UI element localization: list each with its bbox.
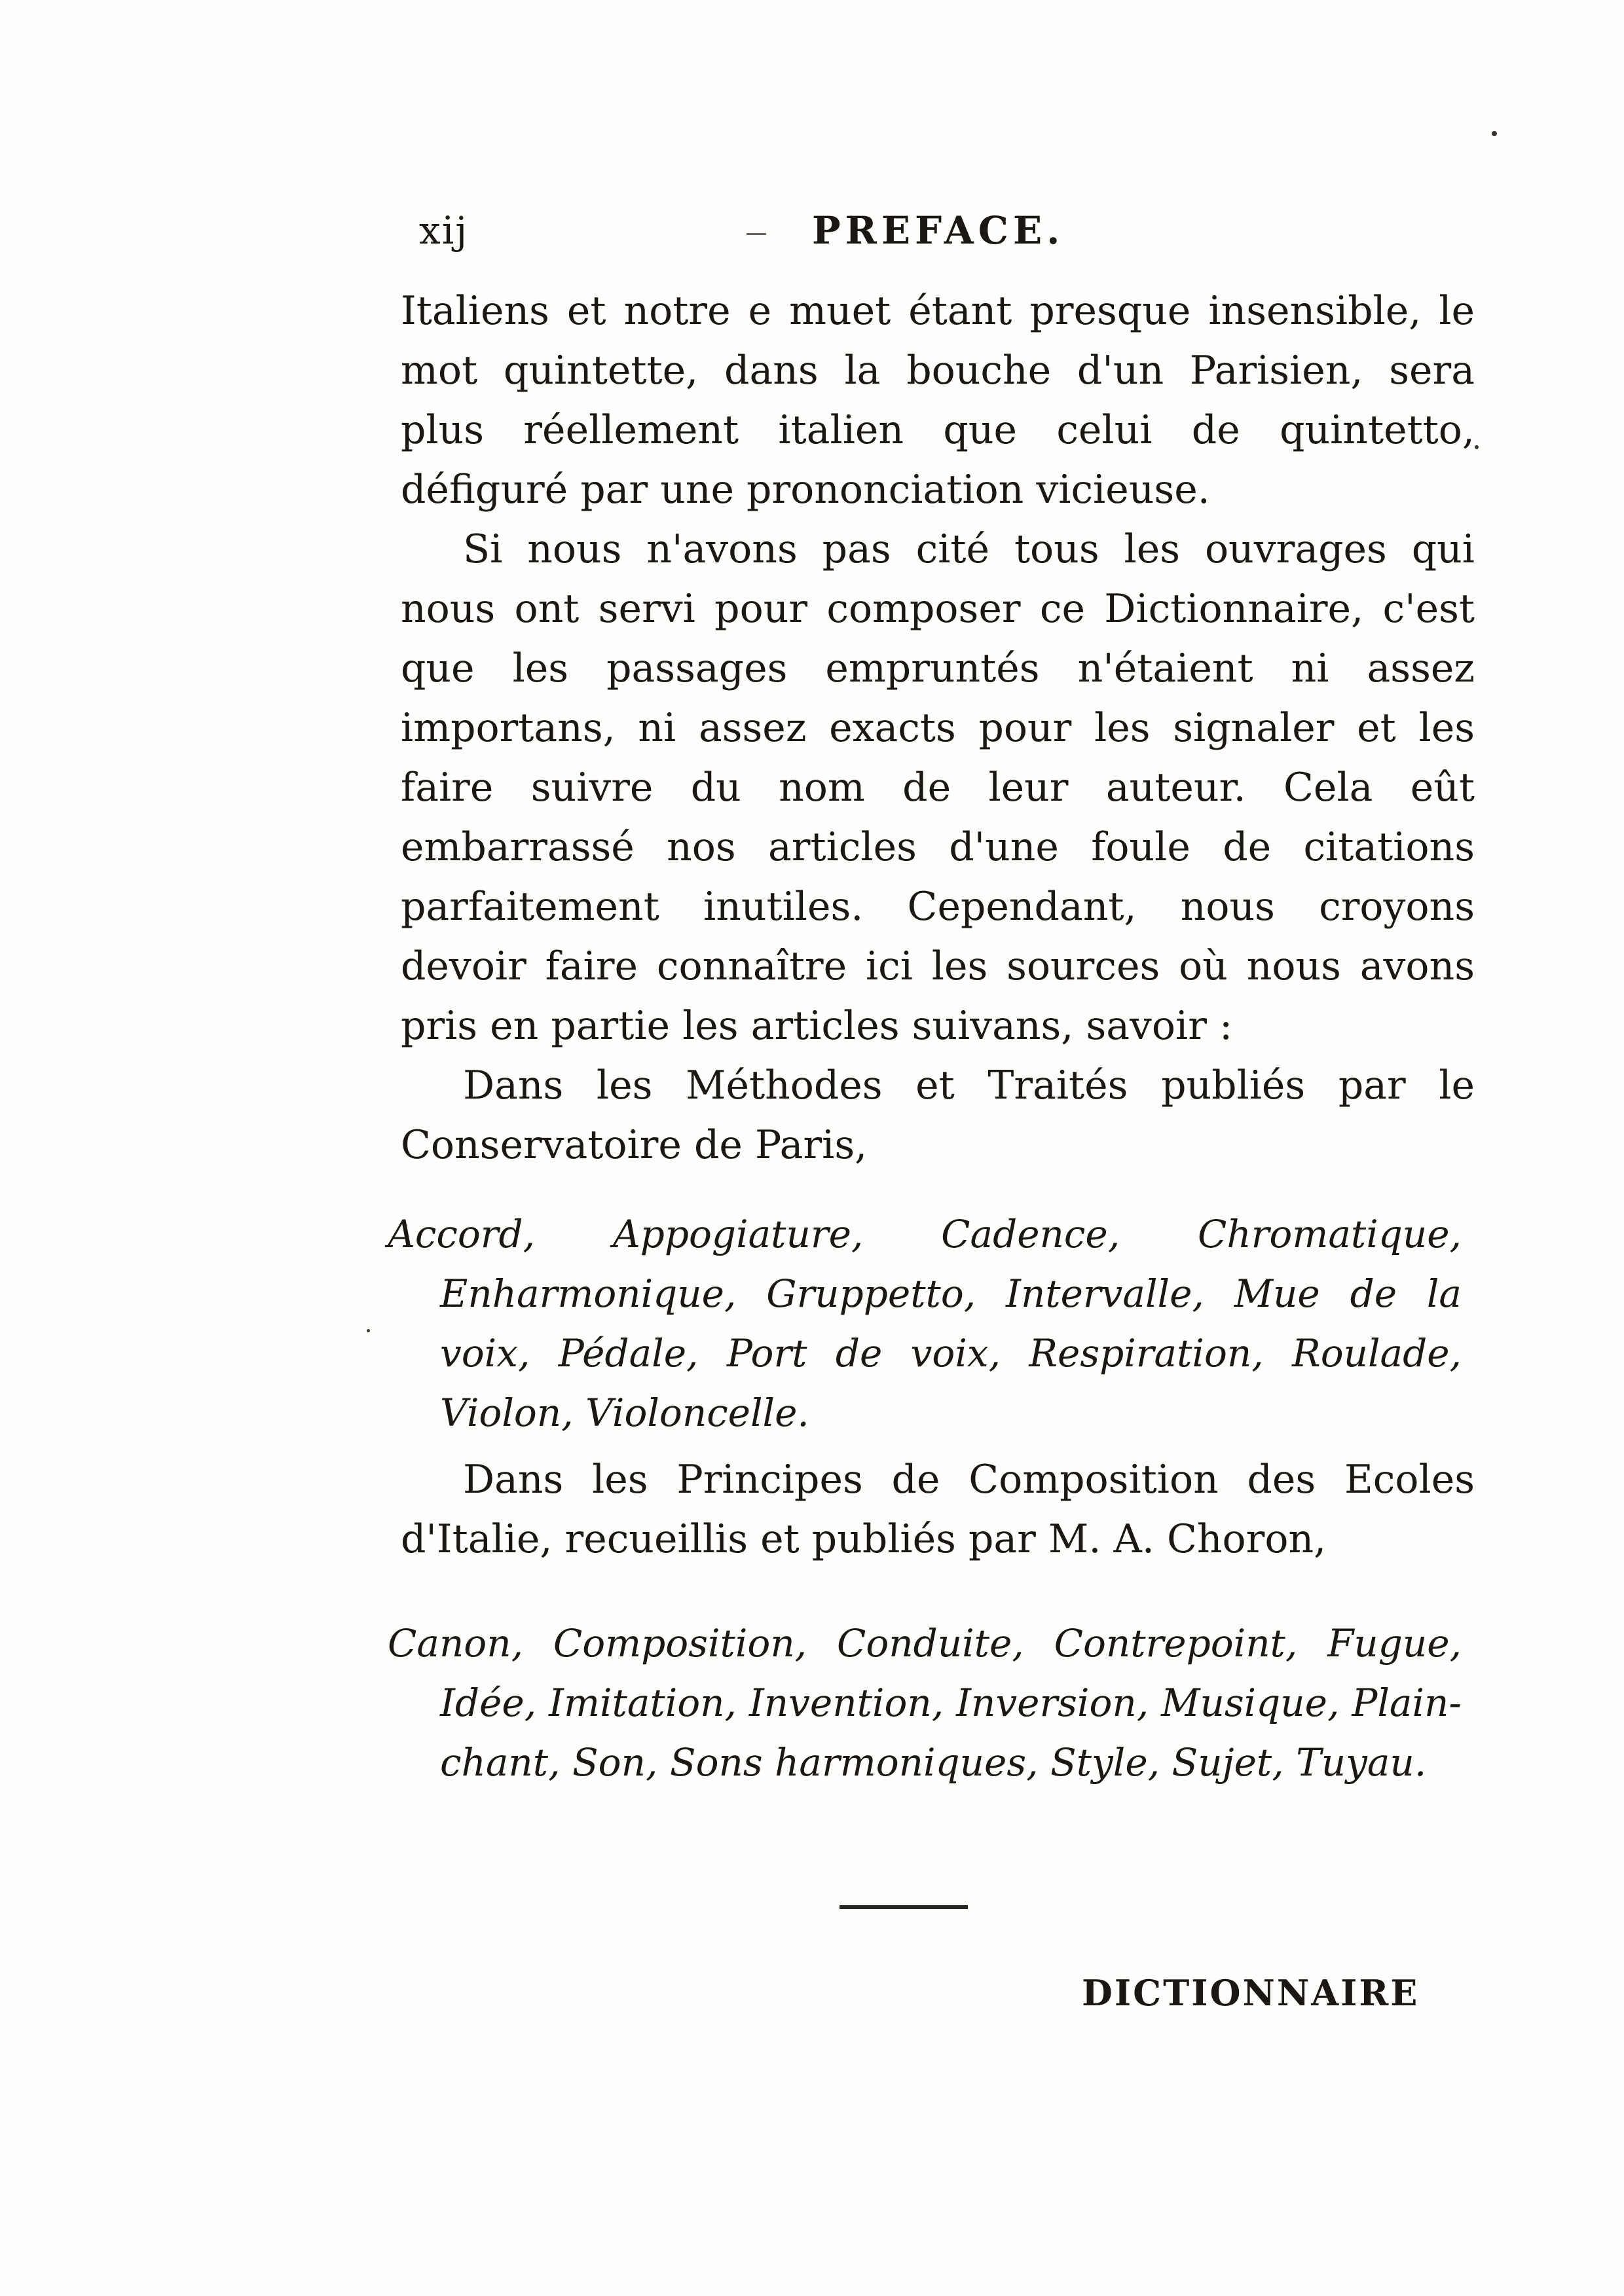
page-number: xij bbox=[419, 208, 469, 253]
running-head: PREFACE. bbox=[812, 208, 1065, 253]
ink-speck bbox=[367, 1329, 370, 1332]
source-block-choron bbox=[401, 1450, 1475, 1569]
article-list-choron: Canon, Composition, Conduite, Contrepoint, Fugue, Idée, Imitation, Invention, Inversion, Musique, Plain-chant, Son, Sons harmoniques, Style, Sujet, Tuyau. bbox=[388, 1621, 1462, 1785]
source-choron: Dans les Principes de Composition des Ecoles d'Italie, recueillis et publiés par M. A. Choron, bbox=[401, 1457, 1475, 1562]
paragraph-continuation: Italiens et notre e muet étant presque insensible, le mot quintette, dans la bouche d'un Parisien, sera plus réellement italien que celui de quintetto, défiguré par une prononciation vicieuse. bbox=[401, 288, 1475, 513]
end-rule bbox=[840, 1905, 968, 1909]
header-dash bbox=[747, 233, 766, 235]
ink-speck bbox=[1492, 131, 1497, 136]
article-list-conservatoire: Accord, Appogiature, Cadence, Chromatique, Enharmonique, Gruppetto, Intervalle, Mue de la voix, Pédale, Port de voix, Respiration, Roulade, Violon, Violoncelle. bbox=[388, 1212, 1462, 1435]
main-text bbox=[401, 282, 1475, 1175]
page-header bbox=[413, 208, 1526, 261]
ink-speck bbox=[1475, 445, 1479, 449]
source-conservatoire: Dans les Méthodes et Traités publiés par le Conservatoire de Paris, bbox=[401, 1063, 1475, 1168]
catchword: DICTIONNAIRE bbox=[1082, 1972, 1420, 2014]
paragraph-sources: Si nous n'avons pas cité tous les ouvrages qui nous ont servi pour composer ce Dictionnaire, c'est que les passages empruntés n'étaient ni assez importans, ni assez exacts pour les signaler et les faire suivre du nom de leur auteur. Cela eût embarrassé nos articles d'une foule de citations parfaitement inutiles. Cependant, nous croyons devoir faire connaître ici les sources où nous avons pris en partie les articles suivans, savoir : bbox=[401, 526, 1475, 1049]
